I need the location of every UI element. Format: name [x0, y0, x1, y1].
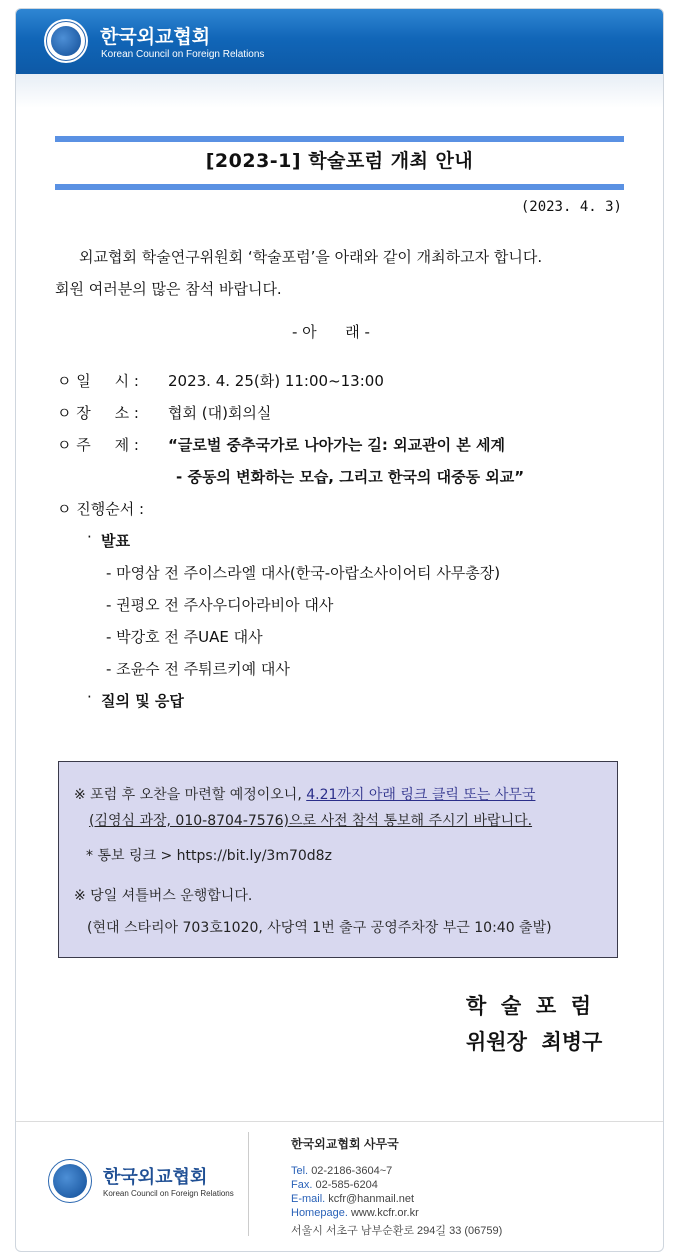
document-date: (2023. 4. 3): [520, 199, 622, 215]
email-value[interactable]: kcfr@hanmail.net: [328, 1193, 415, 1205]
header-banner: [16, 9, 663, 74]
signature-line-1: 학 술 포 럼: [466, 993, 592, 1018]
homepage-label: Homepage.: [291, 1207, 348, 1219]
place-value: 협회 (대)회의실: [168, 404, 272, 422]
homepage-value[interactable]: www.kcfr.or.kr: [350, 1207, 419, 1219]
kcfr-logo-icon: [44, 19, 88, 63]
notice-line-1-underlined: 4.21까지 아래 링크 클릭 또는 사무국: [306, 787, 536, 803]
shuttle-line: ※ 당일 셔틀버스 운행합니다.: [74, 888, 253, 904]
header-org-name-en: Korean Council on Foreign Relations: [101, 49, 265, 60]
topic-value-line-2: - 중동의 변화하는 모습, 그리고 한국의 대중동 외교”: [176, 468, 525, 486]
qa-bullet: ·: [87, 688, 92, 706]
footer-email: [291, 1193, 414, 1205]
notice-box: [58, 761, 618, 958]
speaker-2: - 권평오 전 주사우디아라비아 대사: [106, 596, 334, 614]
tel-label: Tel.: [291, 1165, 309, 1177]
presentation-bullet: ·: [87, 528, 92, 546]
date-value: 2023. 4. 25(화) 11:00~13:00: [168, 372, 384, 390]
presentation-label: 발표: [101, 532, 130, 550]
footer-divider: [16, 1121, 663, 1122]
notice-line-1: [74, 784, 535, 804]
intro-line-1: 외교협회 학술연구위원회 ‘학술포럼’을 아래와 같이 개최하고자 합니다.: [79, 248, 543, 266]
footer-vertical-separator: [248, 1132, 249, 1236]
shuttle-detail: (현대 스타리아 703호1020, 사당역 1번 출구 공영주차장 부근 10:40 출발): [87, 920, 552, 936]
speaker-3: - 박강호 전 주UAE 대사: [106, 628, 263, 646]
office-title: 한국외교협회 사무국: [291, 1137, 399, 1151]
footer-logo-icon: [46, 1157, 94, 1205]
header-shadow: [16, 74, 663, 108]
intro-line-2: 회원 여러분의 많은 참석 바랍니다.: [55, 280, 282, 298]
notice-line-1-prefix: ※ 포럼 후 오찬을 마련할 예정이오니,: [74, 787, 307, 803]
place-label: ㅇ 장 소 :: [57, 404, 139, 422]
document-title: [2023-1] 학술포럼 개최 안내: [205, 150, 474, 172]
notice-line-2: (김영심 과장, 010-8704-7576)으로 사전 참석 통보해 주시기 바랍니다.: [89, 813, 533, 829]
topic-label: ㅇ 주 제 :: [57, 436, 139, 454]
tel-value: 02-2186-3604~7: [311, 1165, 393, 1177]
email-label: E-mail.: [291, 1193, 326, 1205]
fax-value: 02-585-6204: [315, 1179, 378, 1191]
separator: - 아 래 -: [292, 323, 370, 341]
header-org-name: 한국외교협회: [100, 26, 211, 48]
date-label: ㅇ 일 시 :: [57, 372, 139, 390]
qa-label: 질의 및 응답: [101, 692, 184, 710]
title-bottom-bar: [55, 184, 624, 190]
speaker-4: - 조윤수 전 주튀르키예 대사: [106, 660, 290, 678]
title-top-bar: [55, 136, 624, 142]
program-label: ㅇ 진행순서 :: [57, 500, 145, 518]
footer-address: 서울시 서초구 남부순환로 294길 33 (06759): [291, 1225, 503, 1237]
topic-value-line-1: “글로벌 중추국가로 나아가는 길: 외교관이 본 세계: [168, 436, 505, 454]
signature-line-2: 위원장 최병구: [466, 1029, 603, 1054]
speaker-1: - 마영삼 전 주이스라엘 대사(한국-아랍소사이어티 사무총장): [106, 564, 501, 582]
footer-fax: [291, 1179, 378, 1191]
notice-link[interactable]: * 통보 링크 > https://bit.ly/3m70d8z: [86, 848, 332, 864]
footer-org-name: 한국외교협회: [103, 1167, 208, 1188]
footer-org-name-en: Korean Council on Foreign Relations: [103, 1189, 234, 1198]
footer-homepage: [291, 1207, 419, 1219]
footer-tel: [291, 1165, 392, 1177]
fax-label: Fax.: [291, 1179, 313, 1191]
